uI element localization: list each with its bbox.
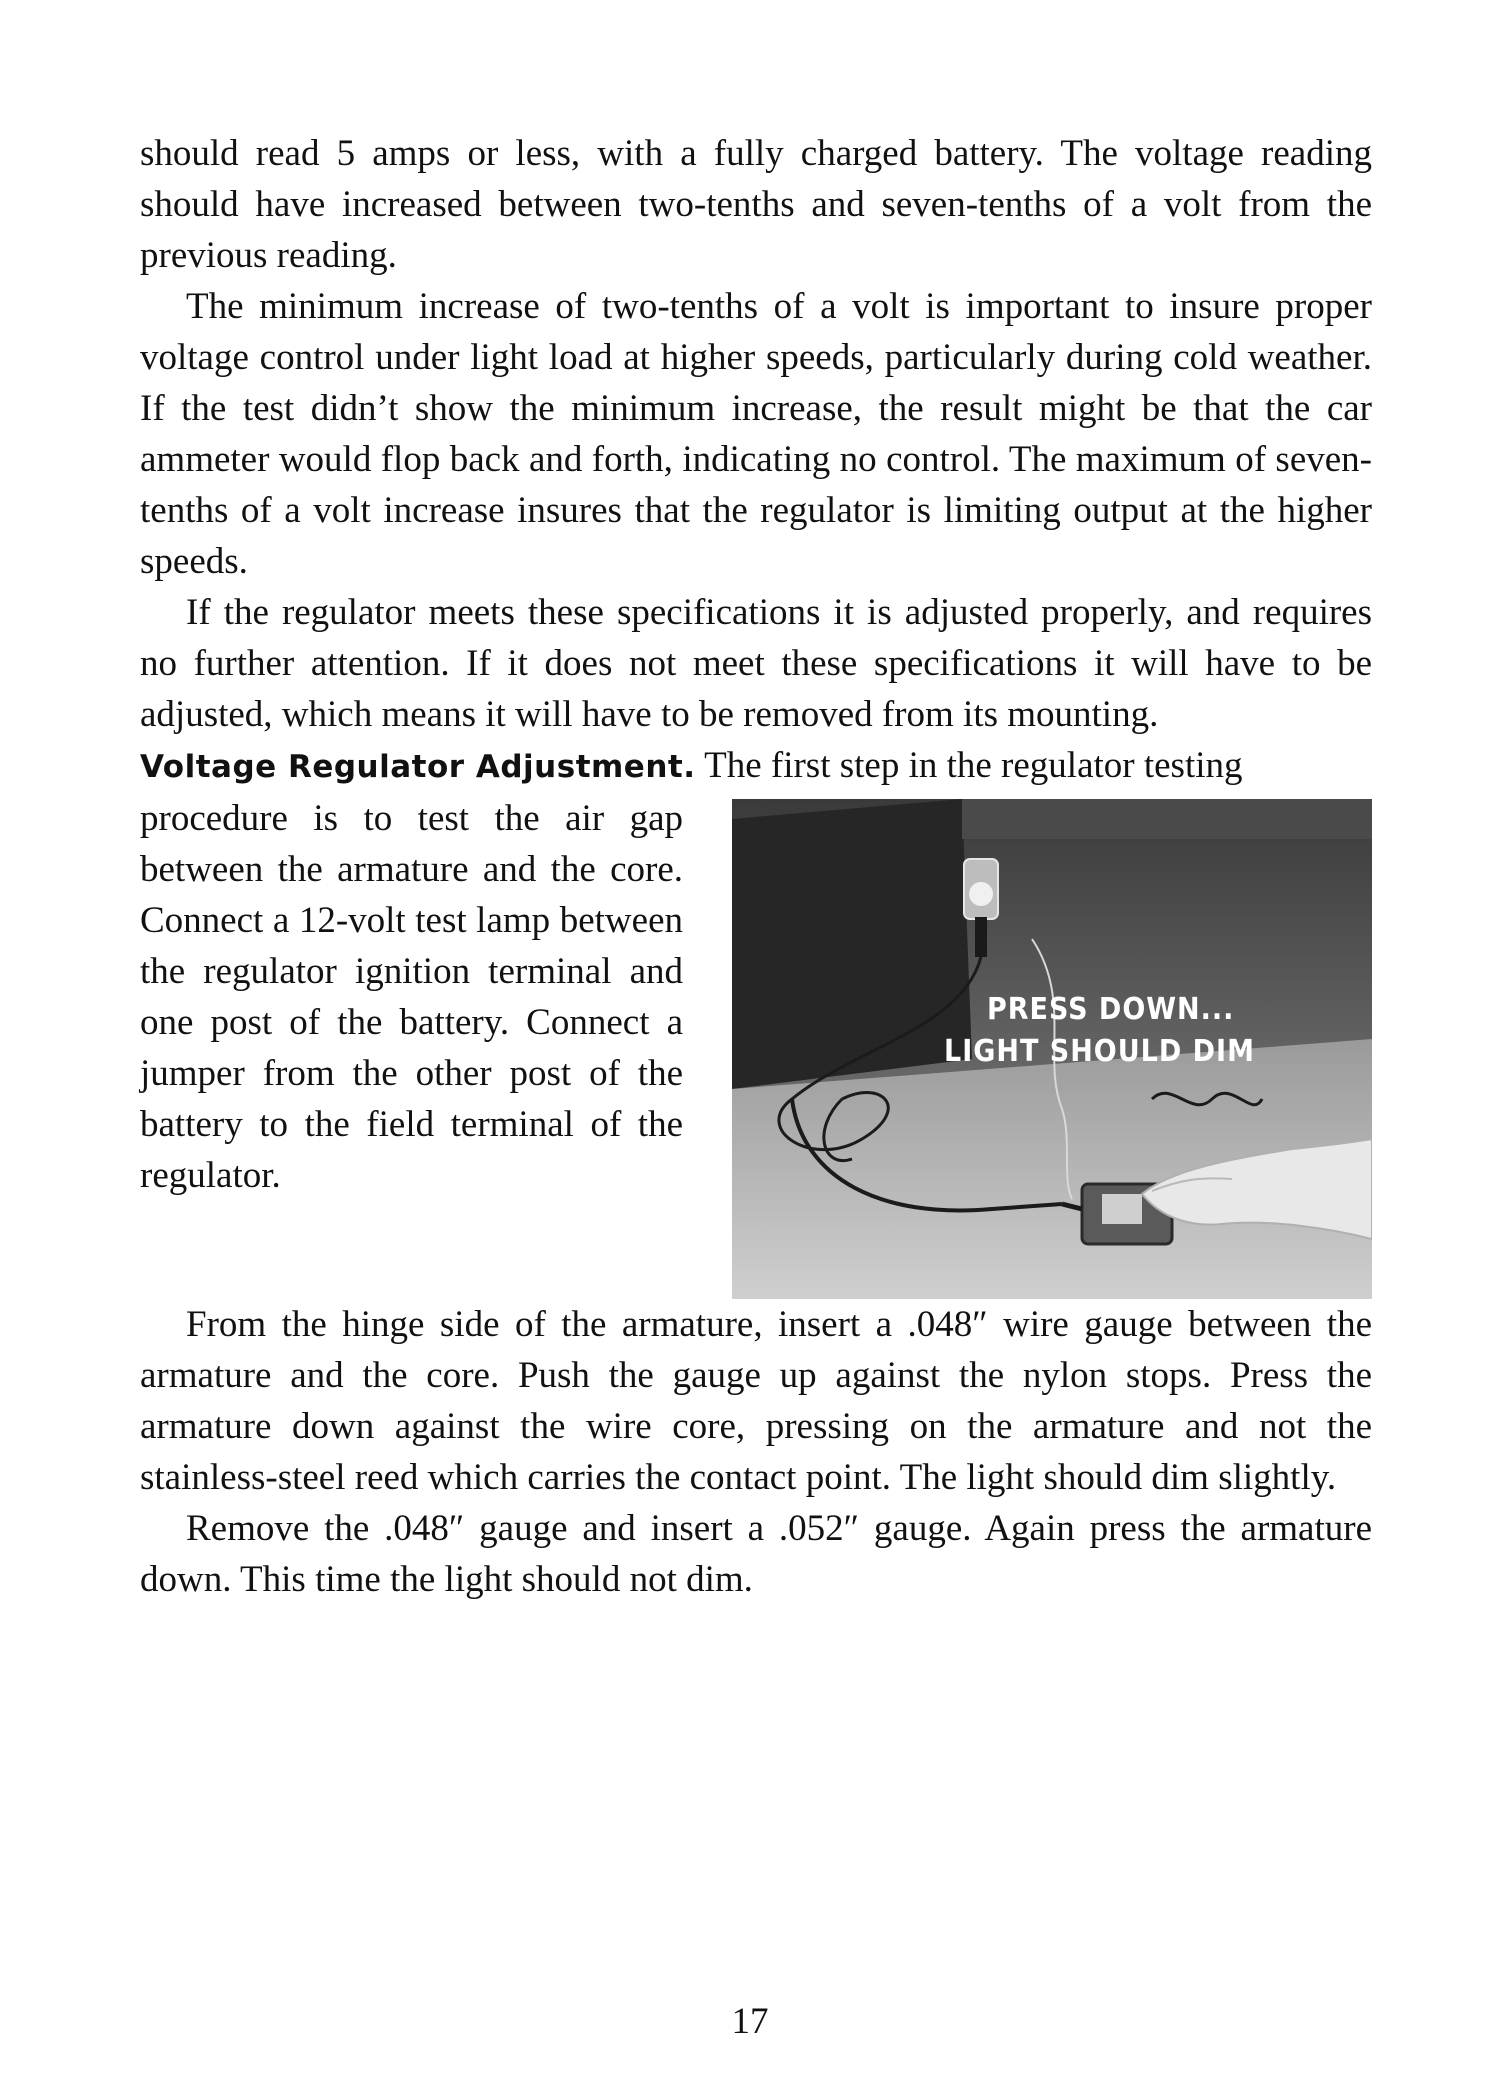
photo-caption-line-2: LIGHT SHOULD DIM	[944, 1034, 1255, 1069]
voltage-regulator-adjustment-section	[140, 740, 1372, 1299]
paragraph-3: If the regulator meets these specifications it is adjusted properly, and requires no further attention. If it does not meet these specifications it will have to be adjusted, which means it will have to be removed from its mounting.	[140, 592, 1372, 735]
regulator-test-photo	[732, 799, 1372, 1299]
paragraph-after-photo: From the hinge side of the armature, insert a .048″ wire gauge between the armature and the core. Push the gauge up against the nylon stops. Press the armature down against the wire core, pressing on the armature and not the stainless-steel reed which carries the contact point. The light should dim slightly.	[140, 1304, 1372, 1498]
paragraph-2: The minimum increase of two-tenths of a volt is important to insure proper voltage control under light load at higher speeds, particularly during cold weather. If the test didn’t show the minimum increase, the result might be that the car ammeter would flop back and forth, indicating no control. The maximum of seven-tenths of a volt increase insures that the regulator is limiting output at the higher speeds.	[140, 286, 1372, 582]
section-heading: Voltage Regulator Adjustment.	[140, 749, 696, 785]
section-intro: The first step in the regulator testing	[695, 745, 1243, 786]
paragraph-last: Remove the .048″ gauge and insert a .052″ gauge. Again press the armature down. This time the light should not dim.	[140, 1508, 1372, 1600]
text-with-photo	[140, 793, 1372, 1299]
paragraph-1: should read 5 amps or less, with a fully charged battery. The voltage reading should have increased between two-tenths and seven-tenths of a volt from the previous reading.	[140, 133, 1372, 276]
regulator-photo-illustration	[732, 799, 1372, 1299]
section-body: procedure is to test the air gap between the armature and the core. Connect a 12-volt test lamp between the regulator ignition terminal and one post of the battery. Connect a jumper from the other post of the battery to the field terminal of the regulator.	[140, 798, 683, 1196]
section-heading-line	[140, 740, 1372, 793]
document-page	[140, 128, 1372, 1605]
photo-caption-line-1: PRESS DOWN...	[987, 992, 1235, 1027]
page-number: 17	[731, 2001, 769, 2042]
